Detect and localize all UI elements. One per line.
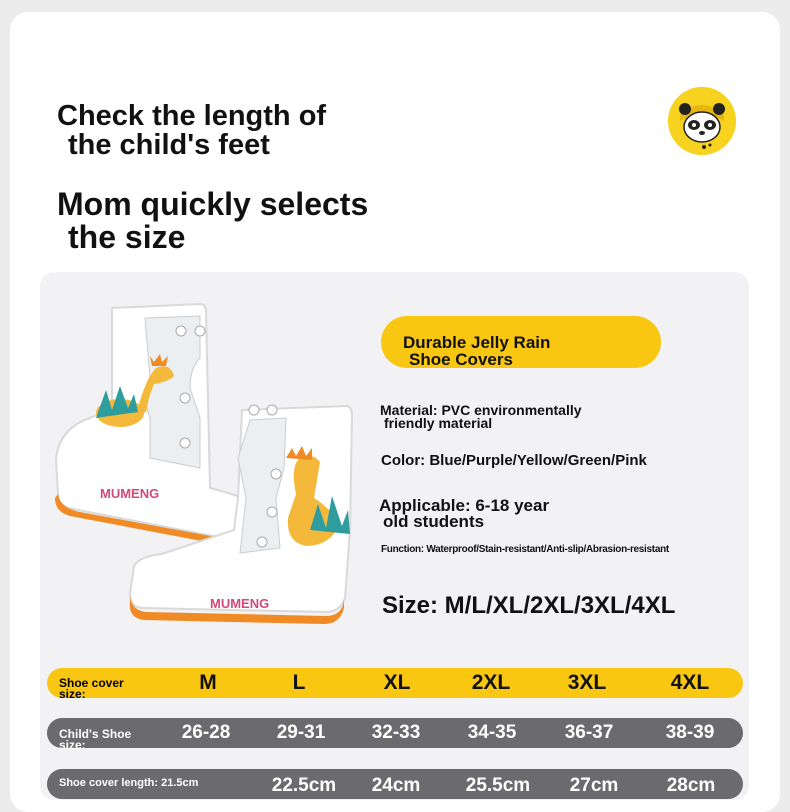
boot-illustration: [50, 298, 380, 628]
headline-check-length: Check the length of the child's feet: [57, 100, 327, 161]
size-row-child-shoe: [47, 718, 743, 752]
spec-function: Function: Waterproof/Stain-resistant/Anti-slip/Abrasion-resistant: [381, 544, 669, 555]
table-cell: 25.5cm: [465, 775, 531, 796]
table-cell: 3XL: [567, 671, 607, 694]
table-cell: 29-31: [276, 722, 326, 743]
product-title-badge: Durable Jelly Rain Shoe Covers: [381, 316, 661, 368]
spec-material: Material: PVC environmentally friendly material: [380, 402, 582, 431]
spec-size: Size: M/L/XL/2XL/3XL/4XL: [382, 592, 676, 619]
table-cell: 22.5cm: [271, 775, 337, 796]
table-cell: 34-35: [467, 722, 517, 743]
panda-logo-icon: [668, 87, 736, 155]
table-cell: 36-37: [564, 722, 614, 743]
table-cell: XL: [383, 671, 411, 694]
table-cell: 24cm: [371, 775, 421, 796]
table-cell: 38-39: [665, 722, 715, 743]
spec-applicable: Applicable: 6-18 year old students: [379, 496, 550, 531]
spec-color: Color: Blue/Purple/Yellow/Green/Pink: [381, 452, 647, 469]
table-cell: 32-33: [371, 722, 421, 743]
headline-select-size: Mom quickly selects the size: [57, 186, 369, 255]
table-cell: M: [199, 671, 217, 694]
row-label: Child's Shoe size:: [59, 727, 132, 752]
table-cell: 27cm: [569, 775, 619, 796]
boot-print-right: MUMENG: [210, 596, 270, 611]
table-cell: 2XL: [471, 671, 511, 694]
table-cell: 26-28: [181, 722, 231, 743]
table-cell: 28cm: [666, 775, 716, 796]
table-cell: L: [292, 671, 306, 694]
row-label: Shoe cover length: 21.5cm: [59, 777, 199, 789]
size-row-cover-length: [47, 769, 743, 799]
table-cell: 4XL: [670, 671, 710, 694]
boot-print-left: MUMENG: [100, 486, 160, 501]
row-label: Shoe cover size:: [59, 676, 124, 701]
size-row-cover: [47, 668, 743, 701]
